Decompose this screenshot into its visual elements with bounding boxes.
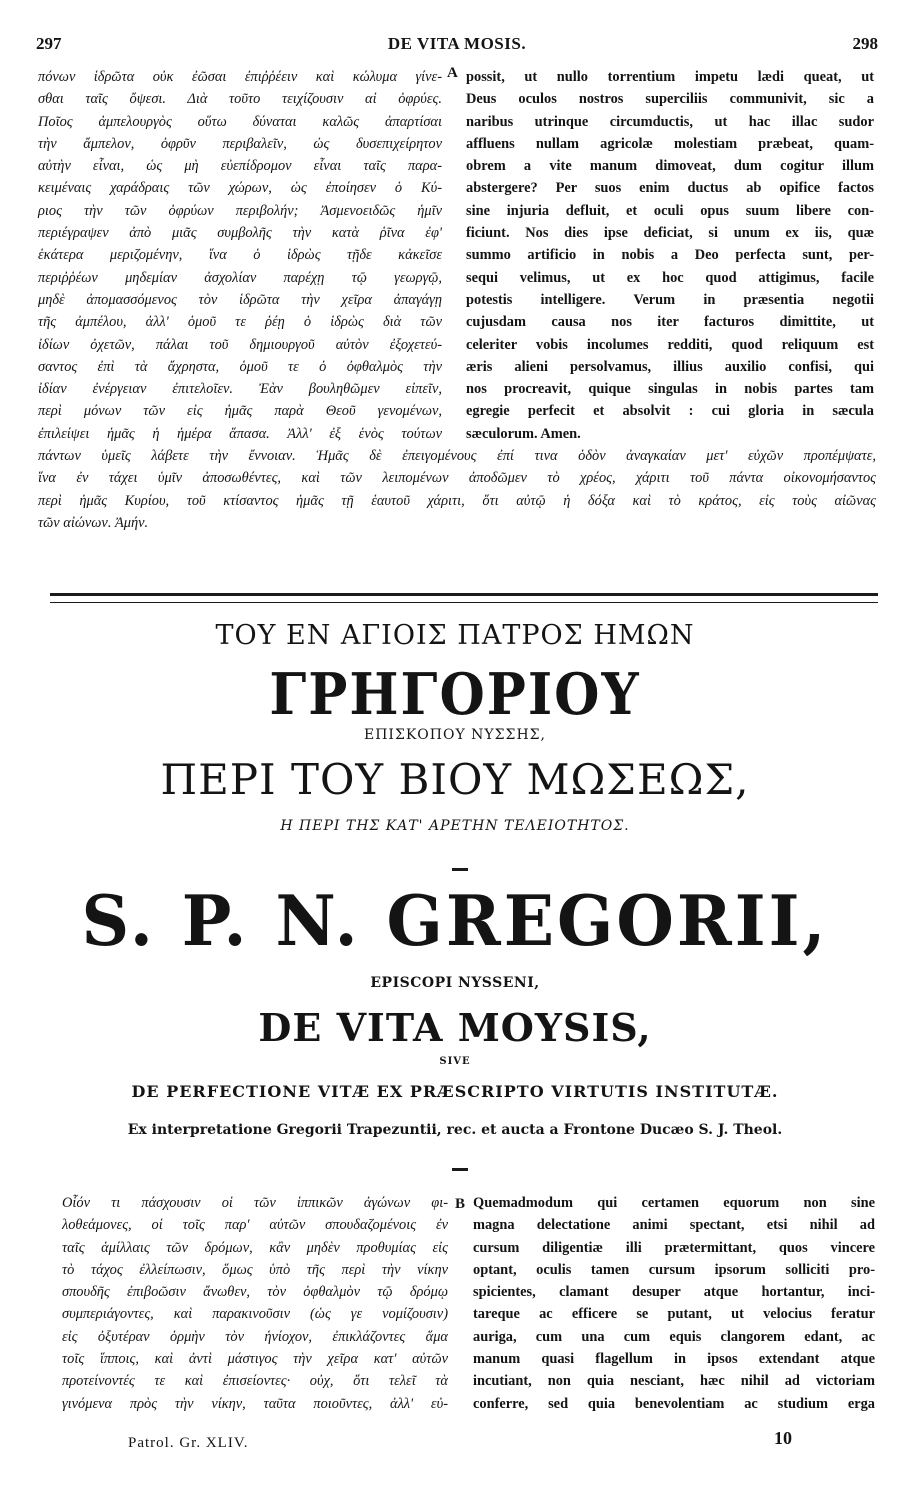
text-line: ριος τὴν τῶν ὀφρύων περιβολήν; Ἀσμενοειδῶς ἡμῖν: [38, 202, 442, 219]
short-rule-1: [452, 868, 468, 871]
text-line: πάντων ὑμεῖς λάβετε τὴν ἔννοιαν. Ἡμᾶς δὲ ἐπειγομένους ἐπί τινα ὁδὸν ἀναγκαίαν μετ' εὐχῶν προπέμψατε,: [38, 448, 876, 464]
text-line: σθαι ταῖς ὄψεσι. Διὰ τοῦτο τειχίζουσιν αἱ ὀφρύες.: [38, 91, 442, 108]
text-line: obrem a vite manum dimoveat, dum cogitur illum: [466, 158, 874, 175]
title-subtitle-greek: Η ΠΕΡΙ ΤΗΣ ΚΑΤ' ΑΡΕΤΗΝ ΤΕΛΕΙΟΤΗΤΟΣ.: [280, 818, 630, 834]
text-line: κειμέναις χαράδραις τῶν χώρων, ὡς ἐποίησεν ὁ Κύ-: [38, 180, 442, 197]
top-greek-column: [38, 66, 442, 445]
text-line: τὴν ἄμπελον, ὀφρῦν περιβαλεῖν, ὡς δυσεπιχείρητον: [38, 135, 442, 152]
text-line: optant, oculis tamen cursum ipsorum solliciti pro-: [473, 1261, 875, 1278]
section-divider: [50, 593, 878, 603]
text-line: προτείνοντές τε καὶ ἐπισείοντες· οὐχ, ὅτι τελεῖ τὰ: [62, 1373, 448, 1390]
text-line: πόνων ἱδρῶτα οὐκ ἐῶσαι ἐπιῤῥέειν καὶ κώλυμα γίνε-: [38, 69, 442, 85]
text-line: ficiunt. Nos dies ipse deficiat, si unum ex iis, quæ: [466, 225, 874, 242]
text-line: abstergere? Per suos enim ductus ab opifice factos: [466, 180, 874, 197]
text-line: περιέγραψεν ἀπὸ μιᾶς συμβολῆς τὴν κατὰ ῥῖνα ἐφ': [38, 225, 442, 242]
text-line: σπουδῆς ἐπιβοῶσιν ἄνωθεν, τὸν ὀφθαλμὸν τῷ δρόμῳ: [62, 1284, 448, 1301]
text-line: γινόμενα πρὸς τὴν νίκην, ταῦτα ποιοῦντες, ἀλλ' εὐ-: [62, 1395, 448, 1412]
full-width-greek-paragraph: [38, 445, 876, 534]
margin-marker-b: B: [455, 1196, 466, 1212]
text-line: Ποῖος ἀμπελουργὸς οὕτω δύναται καλῶς ἀπαρτίσαι: [38, 113, 442, 130]
title-bishop-latin: EPISCOPI NYSSENI,: [370, 975, 540, 991]
text-line: λοθεάμονες, οἱ τοῖς παρ' αὐτῶν σπουδαζομένοις ἐν: [62, 1217, 448, 1234]
title-bishop-greek: ΕΠΙΣΚΟΠΟΥ ΝΥΣΣΗΣ,: [363, 727, 547, 743]
text-line: ἐπιλείψει ἡμᾶς ἡ ἡμέρα ἅπασα. Ἀλλ' ἐξ ἑνὸς τούτων: [38, 425, 442, 442]
short-rule-2: [452, 1168, 468, 1171]
text-line: nos procreavit, quique singulas in nobis partes tam: [466, 381, 874, 398]
title-line-1: ΤΟΥ ΕΝ ΑΓΙΟΙΣ ΠΑΤΡΟΣ ΗΜΩΝ: [215, 620, 695, 651]
title-author-greek: ΓΡΗΓΟΡΙΟΥ: [269, 660, 641, 729]
text-line: possit, ut nullo torrentium impetu lædi queat, ut: [466, 69, 874, 85]
text-line: sequi velimus, ut ex hoc quod attigimus, facile: [466, 269, 874, 286]
text-line: conferre, sed quia benevolentiam ac studium erga: [473, 1395, 875, 1412]
text-line: cursum diligentiæ illi prætermittant, quos vincere: [473, 1239, 875, 1256]
text-line: summo artificio in nobis a Deo perfecta sunt, per-: [466, 247, 874, 264]
margin-marker-a: A: [447, 65, 458, 81]
text-line: Quemadmodum qui certamen equorum non sine: [473, 1195, 875, 1211]
top-latin-column: [466, 66, 874, 445]
text-line: Οἷόν τι πάσχουσιν οἱ τῶν ἱππικῶν ἀγώνων φι-: [62, 1195, 448, 1211]
page-number-left: 297: [36, 34, 62, 53]
text-line: spicientes, clamant desuper atque hortantur, inci-: [473, 1284, 875, 1301]
text-line: celeriter vobis incolumes redditi, quod reliquum est: [466, 336, 874, 353]
footer-volume: Patrol. Gr. XLIV.: [128, 1435, 249, 1451]
text-line: περὶ ἡμᾶς Κυρίου, τοῦ κτίσαντος ἡμᾶς τῇ ἑαυτοῦ χάριτι, ὅτι αὐτῷ ἡ δόξα καὶ τὸ κράτος, εἰς τοὺς αἰῶνας: [38, 492, 876, 509]
text-line: egregie perfecit et absolvit : cui gloria in sæcula: [466, 403, 874, 420]
text-line: incutiant, non quia nesciant, hæc nihil ad victoriam: [473, 1373, 875, 1390]
footer-signature: 10: [774, 1428, 792, 1448]
text-line: Deus oculos nostros superciliis communivit, sic a: [466, 91, 874, 108]
text-line: æris alieni persolvamus, illius auxilio confisi, qui: [466, 358, 874, 375]
text-line: potestis intelligere. Verum in præsentia negotii: [466, 291, 874, 308]
running-header: [36, 34, 878, 58]
text-line: sine injuria defluit, et oculi opus suum libere con-: [466, 202, 874, 219]
bottom-latin-column: [473, 1192, 875, 1415]
text-line: εἰς ὀξυτέραν ὁρμὴν τὸν ἡνίοχον, ἐπικλάζοντες ἅμα: [62, 1328, 448, 1345]
text-line: τοῖς ἵπποις, καὶ ἀντὶ μάστιγος τὴν χεῖρα κατ' αὐτῶν: [62, 1351, 448, 1368]
text-line: τῆς ἀμπέλου, ἀλλ' ὁμοῦ τε ῥέῃ ὁ ἱδρὼς διὰ τῶν: [38, 314, 442, 331]
text-line: ταῖς ἁμίλλαις τῶν δρόμων, κἂν μηδὲν προθυμίας εἰς: [62, 1239, 448, 1256]
text-line: περιῤῥέων μηδεμίαν ἀσχολίαν παρέχῃ τῷ γεωργῷ,: [38, 269, 442, 286]
title-work-latin: DE VITA MOYSIS,: [258, 1005, 652, 1050]
bottom-greek-column: [62, 1192, 448, 1415]
text-line: τῶν αἰώνων. Ἀμήν.: [38, 514, 149, 531]
text-line: ἵνα ἐν τάχει ὑμῖν ἀποσωθέντες, καὶ τῶν λειπομένων ἀποδῶμεν τὸ χρέος, χάριτι τοῦ πάντα οἰκονομήσαντος: [38, 470, 876, 487]
text-line: manum quasi flagellum in ipsos extendant atque: [473, 1351, 875, 1368]
text-line: τὸ τάχος ἐλλείπωσιν, ὅμως ὑπὸ τῆς περὶ τὴν νίκην: [62, 1261, 448, 1278]
title-translator-note: Ex interpretatione Gregorii Trapezuntii, rec. et aucta a Frontone Ducæo S. J. Theol.: [127, 1122, 783, 1138]
text-line: αὐτὴν εἶναι, ὡς μὴ εὐεπίδρομον εἶναι ταῖς παρα-: [38, 158, 442, 175]
text-line: sæculorum. Amen.: [466, 425, 581, 442]
text-line: naribus utrinque circumductis, ut hac illac sudor: [466, 113, 874, 130]
title-subtitle-latin: DE PERFECTIONE VITÆ EX PRÆSCRIPTO VIRTUTIS INSTITUTÆ.: [131, 1082, 779, 1101]
text-line: περὶ μόνων τῶν εἰς ἡμᾶς παρὰ Θεοῦ γενομένων,: [38, 403, 442, 420]
text-line: magna delectatione animi spectant, etsi nihil ad: [473, 1217, 875, 1234]
title-work-greek: ΠΕΡΙ ΤΟΥ ΒΙΟΥ ΜΩΣΕΩΣ,: [160, 755, 750, 804]
text-line: ἰδίων ὀχετῶν, πάλαι τοῦ δημιουργοῦ αὐτὸν ἐξοχετεύ-: [38, 336, 442, 353]
text-line: affluens nullam agricolæ molestiam præbeat, quam-: [466, 135, 874, 152]
page-number-right: 298: [852, 34, 878, 53]
text-line: ἰδίαν ἐνέργειαν ἐπιτελοῖεν. Ἐὰν βουληθῶμεν εἰπεῖν,: [38, 381, 442, 398]
text-line: σαντος ἐπὶ τὰ ἄχρηστα, ὁμοῦ τε ὁ ὀφθαλμὸς τὴν: [38, 358, 442, 375]
running-title: DE VITA MOSIS.: [387, 34, 527, 53]
text-line: auriga, cum una cum equis clangorem edant, ac: [473, 1328, 875, 1345]
text-line: cujusdam causa nos iter facturos dimittite, ut: [466, 314, 874, 331]
text-line: συμπεριάγοντες, καὶ παρακινοῦσιν (ὡς γε νομίζουσιν): [62, 1306, 448, 1323]
text-line: μηδὲ ἀπομασσόμενος τὸν ἱδρῶτα τὴν χεῖρα ἀπαγάγῃ: [38, 291, 442, 308]
title-author-latin: S. P. N. GREGORII,: [81, 880, 829, 962]
title-sive: SIVE: [439, 1056, 471, 1067]
text-line: tareque ac efficere se putant, ut velocius feratur: [473, 1306, 875, 1323]
text-line: ἑκάτερα μεριζομένην, ἵνα ὁ ἱδρὼς τῇδε κἀκεῖσε: [38, 247, 442, 264]
